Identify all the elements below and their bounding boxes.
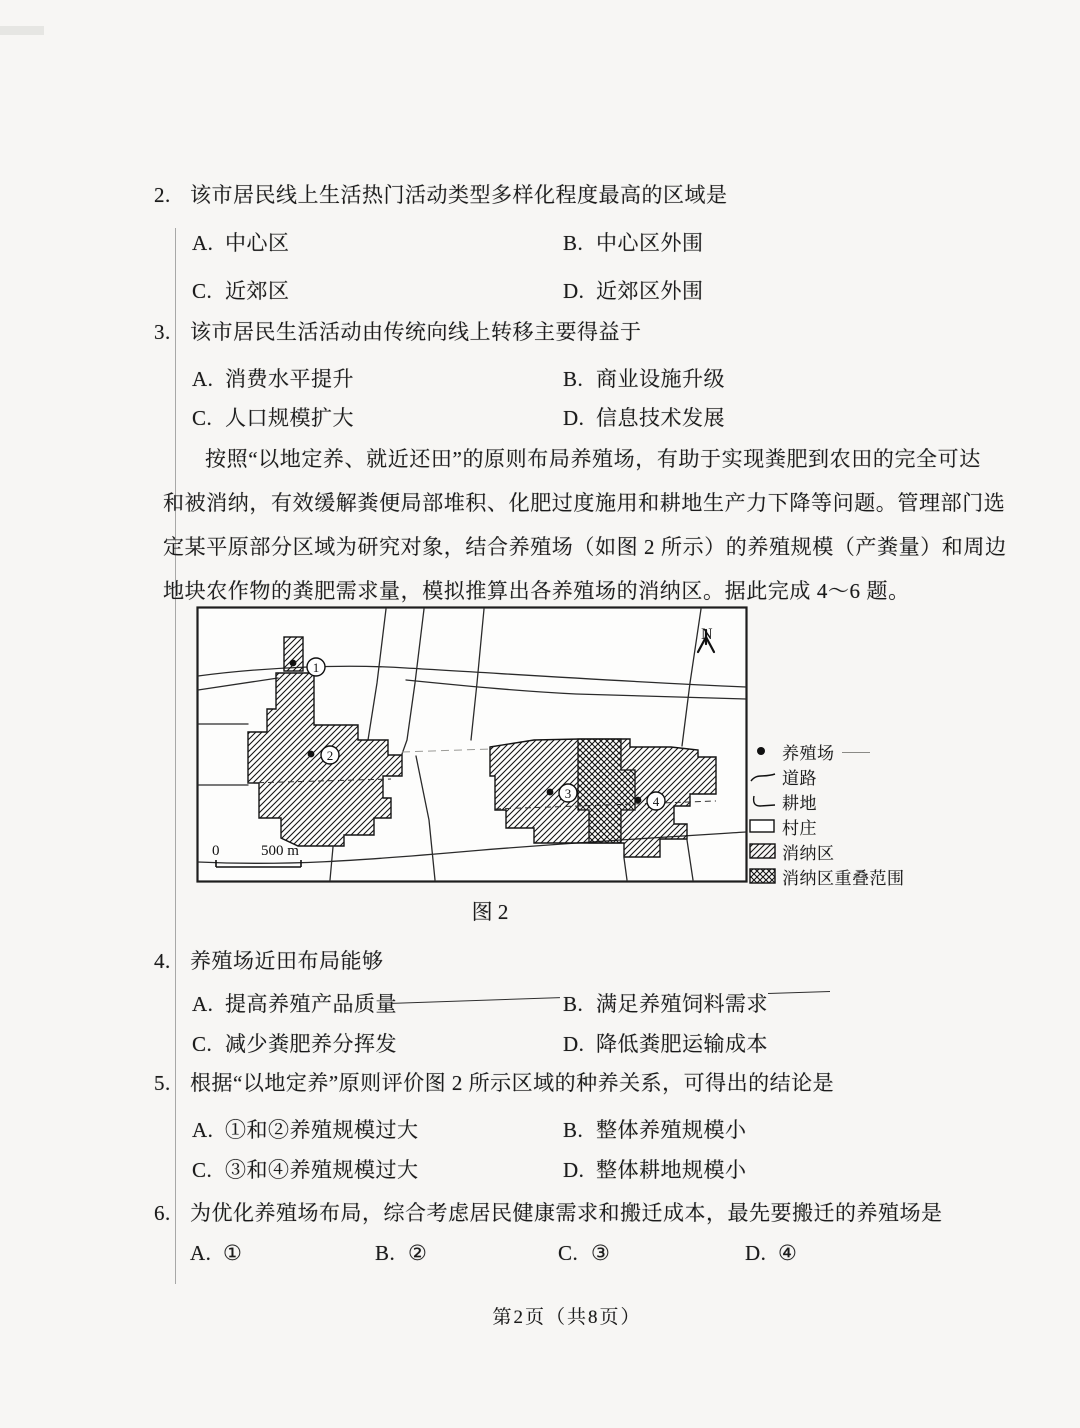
question-3-stem — [154, 319, 642, 345]
figure-caption: 图 2 — [471, 900, 509, 924]
question-2-option-c: C. 近郊区 — [192, 279, 290, 303]
question-3-option-d: D. 信息技术发展 — [563, 406, 725, 430]
passage-line-3: 定某平原部分区域为研究对象，结合养殖场（如图 2 所示）的养殖规模（产粪量）和周边 — [163, 535, 1007, 559]
passage-line-4: 地块农作物的粪肥需求量，模拟推算出各养殖场的消纳区。据此完成 4～6 题。 — [163, 579, 910, 603]
question-3-option-b: B. 商业设施升级 — [563, 367, 725, 391]
question-3-number: 3. — [154, 320, 171, 344]
svg-text:1: 1 — [312, 660, 320, 675]
question-4-option-b: B. 满足养殖饲料需求 — [563, 992, 768, 1016]
legend-item-road: 道路 — [748, 767, 905, 785]
svg-text:0: 0 — [212, 843, 220, 859]
legend-stray-line — [842, 752, 870, 753]
svg-text:3: 3 — [564, 786, 572, 801]
question-2-option-a: A. 中心区 — [192, 231, 290, 255]
question-5-option-d: D. 整体耕地规模小 — [563, 1158, 747, 1182]
svg-text:4: 4 — [652, 794, 660, 809]
legend-item-consumption-zone: 消纳区 — [748, 842, 905, 860]
question-2-stem — [154, 182, 728, 208]
scan-smudge — [0, 26, 44, 35]
question-2-option-b: B. 中心区外围 — [563, 231, 704, 255]
hatch-swatch-icon — [748, 843, 782, 859]
question-4-option-c: C. 减少粪肥养分挥发 — [192, 1032, 397, 1056]
svg-text:500 m: 500 m — [261, 843, 299, 859]
question-2-option-d: D. 近郊区外围 — [563, 279, 704, 303]
scan-binding-line — [175, 228, 176, 1284]
question-5-option-b: B. 整体养殖规模小 — [563, 1118, 747, 1142]
question-4-number: 4. — [154, 949, 171, 973]
legend-item-cropland: 耕地 — [748, 792, 905, 810]
question-6-option-b: B. ② — [375, 1241, 428, 1265]
road-line-icon — [748, 768, 782, 784]
question-2-number: 2. — [154, 183, 171, 207]
map-svg — [196, 606, 748, 883]
question-4-stem — [154, 948, 384, 974]
crosshatch-swatch-icon — [748, 868, 782, 884]
question-3-option-a: A. 消费水平提升 — [192, 367, 354, 391]
question-6-stem — [154, 1200, 943, 1226]
question-2-text: 该市居民线上生活热门活动类型多样化程度最高的区域是 — [190, 183, 728, 207]
question-5-option-a: A. ①和②养殖规模过大 — [192, 1118, 419, 1142]
passage-line-2: 和被消纳，有效缓解粪便局部堆积、化肥过度施用和耕地生产力下降等问题。管理部门选 — [163, 491, 1006, 515]
page-footer: 第2页（共8页） — [492, 1307, 642, 1328]
question-6-number: 6. — [154, 1201, 171, 1225]
farm-dot-icon — [748, 743, 782, 759]
question-4-option-d: D. 降低粪肥运输成本 — [563, 1032, 768, 1056]
village-rect-icon — [748, 818, 782, 834]
question-3-option-c: C. 人口规模扩大 — [192, 406, 354, 430]
scan-stray-line-2 — [768, 991, 830, 994]
map-figure — [196, 606, 748, 888]
question-5-number: 5. — [154, 1071, 171, 1095]
question-4-option-a: A. 提高养殖产品质量 — [192, 992, 397, 1016]
question-5-option-c: C. ③和④养殖规模过大 — [192, 1158, 419, 1182]
map-legend — [748, 742, 905, 888]
svg-text:N: N — [701, 626, 713, 643]
question-5-text: 根据“以地定养”原则评价图 2 所示区域的种养关系，可得出的结论是 — [190, 1071, 835, 1095]
legend-item-overlap-zone: 消纳区重叠范围 — [748, 867, 905, 885]
question-3-text: 该市居民生活活动由传统向线上转移主要得益于 — [190, 320, 642, 344]
question-4-text: 养殖场近田布局能够 — [190, 949, 384, 973]
question-6-text: 为优化养殖场布局，综合考虑居民健康需求和搬迁成本，最先要搬迁的养殖场是 — [190, 1201, 943, 1225]
svg-text:2: 2 — [326, 748, 334, 763]
question-5-stem — [154, 1070, 834, 1096]
legend-item-farm: 养殖场 — [748, 742, 905, 760]
question-6-option-d: D. ④ — [745, 1241, 798, 1265]
question-6-option-a: A. ① — [190, 1241, 243, 1265]
question-6-option-c: C. ③ — [558, 1241, 611, 1265]
legend-item-village: 村庄 — [748, 817, 905, 835]
passage-line-1: 按照“以地定养、就近还田”的原则布局养殖场，有助于实现粪肥到农田的完全可达 — [205, 447, 981, 471]
field-boundary-icon — [748, 793, 782, 809]
scan-stray-line-1 — [392, 997, 560, 1004]
